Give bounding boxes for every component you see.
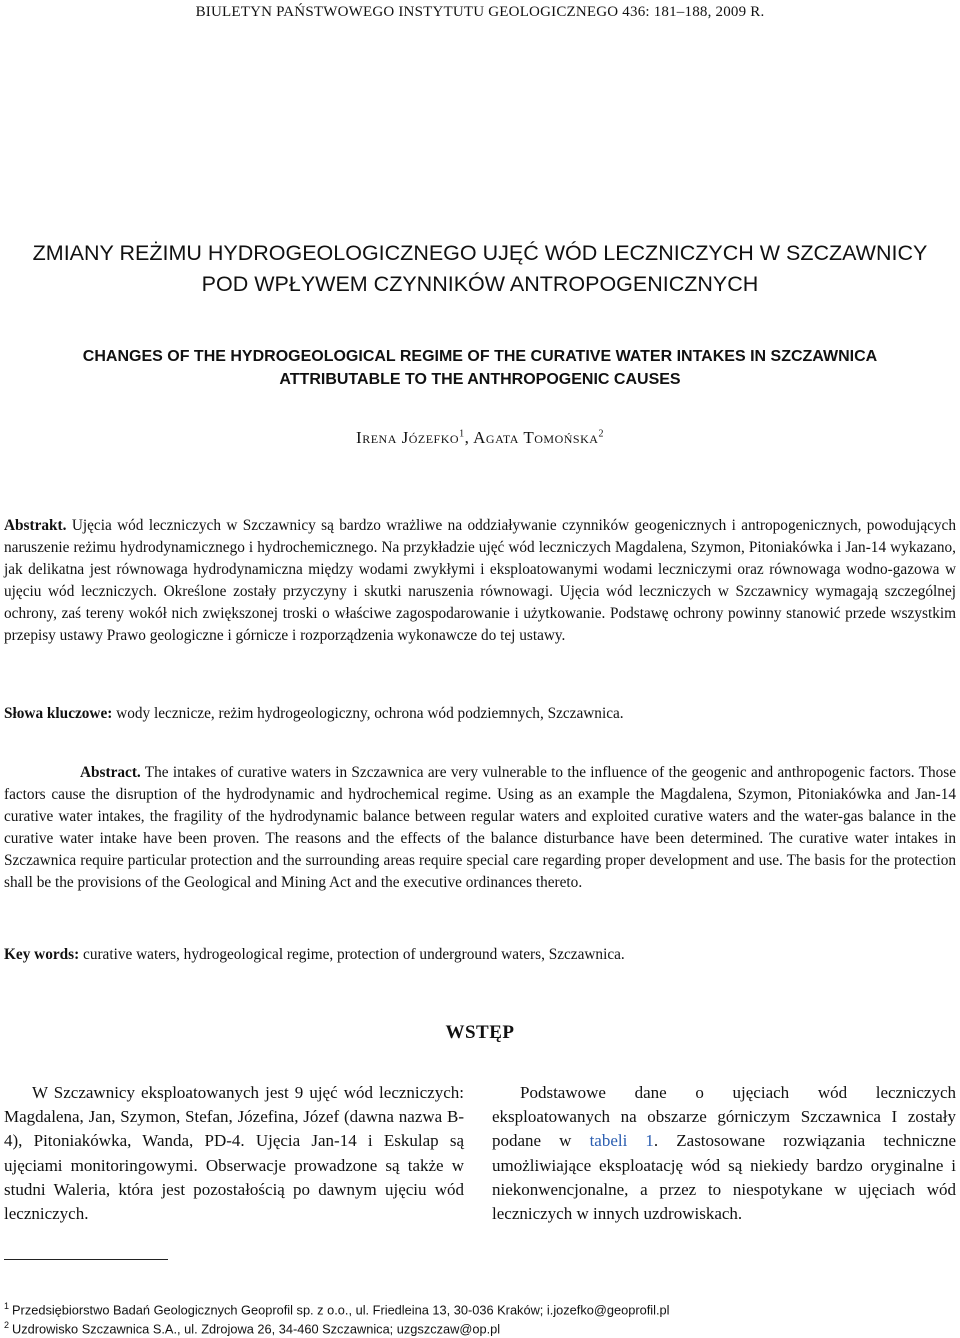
keywords-english-lead: Key words: bbox=[4, 946, 80, 963]
body-column-right bbox=[492, 1081, 956, 1226]
body-right-text-after: . Zastosowane rozwiązania techniczne umożliwiające eksploatację wód są niekiedy bardzo oryginalne i niekonwencjonalne, a przez to niespotykane w ujęciach wód leczniczych w innych uzdrowiskach. bbox=[492, 1131, 956, 1224]
footnote-1-text: Przedsiębiorstwo Badań Geologicznych Geoprofil sp. z o.o., ul. Friedleina 13, 30-036 Kraków; i.jozefko@geoprofil.pl bbox=[12, 1302, 670, 1318]
body-column-left: W Szczawnicy eksploatowanych jest 9 ujęć wód leczniczych: Magdalena, Jan, Szymon, Stefan, Józefina, Józef (dawna nazwa B-4), Pitoniakówka, Wanda, PD-4. Ujęcia Jan-14 i Eskulap są ujęciami monitoringowymi. Obserwacje prowadzone są także w studni Waleria, która jest pozostałością po dawnym ujęciu wód leczniczych. bbox=[4, 1083, 464, 1224]
title-polish bbox=[0, 238, 960, 300]
title-english bbox=[0, 345, 960, 391]
title-english-line-1: CHANGES OF THE HYDROGEOLOGICAL REGIME OF THE CURATIVE WATER INTAKES IN SZCZAWNICA bbox=[82, 348, 878, 365]
abstract-english bbox=[4, 762, 956, 894]
footnote-divider bbox=[4, 1259, 168, 1260]
abstract-polish-text: Ujęcia wód leczniczych w Szczawnicy są bardzo wrażliwe na oddziaływanie czynników geogenicznych i antropogenicznych, powodujących naruszenie reżimu hydrodynamicznego i hydrochemicznego. Na przykładzie ujęć wód leczniczych Magdalena, Szymon, Pitoniakówka i Jan-14 wykazano, jak delikatna jest równowaga hydrodynamiczna między wodami zwykłymi i eksploatowanymi wodami leczniczymi oraz równowaga wodno-gazowa w ujęciu wód leczniczych. Określone zostały przyczyny i skutki naruszenia równowagi. Ujęcia wód leczniczych w Szczawnicy wymagają szczególnej ochrony, zaś tereny wokół nich zwiększonej troski o właściwe zagospodarowanie i użytkowanie. Podstawę ochrony powinny stanowić przede wszystkim przepisy ustawy Prawo geologiczne i górnicze i rozporządzenia wykonawcze do tej ustawy. bbox=[4, 517, 956, 644]
section-heading-wstep: WSTĘP bbox=[445, 1022, 515, 1043]
author-2-affiliation-mark: 2 bbox=[598, 428, 604, 440]
footnote-1-mark: 1 bbox=[4, 1301, 10, 1311]
abstract-english-text: The intakes of curative waters in Szczawnica are very vulnerable to the influence of the geogenic and anthropogenic factors. Those factors cause the disruption of the hydrodynamic and hydrochemical regime. Using as an example the Magdalena, Szymon, Pitoniakówka and Jan-14 curative water intakes, the fragility of the hydrodynamic balance between regular waters and exploited curative waters and the water-gas balance in the curative water intake have been proven. The reasons and the effects of the balance disturbance have been determined. The curative water intakes in Szczawnica require particular protection and the surrounding areas require special care regarding proper development and use. The basis for the protection shall be the provisions of the Geological and Mining Act and the executive ordinances thereto. bbox=[4, 764, 956, 891]
footnote-2-text: Uzdrowisko Szczawnica S.A., ul. Zdrojowa 26, 34-460 Szczawnica; uzgszczaw@op.pl bbox=[12, 1321, 501, 1337]
footnote-2-mark: 2 bbox=[4, 1320, 10, 1330]
keywords-english bbox=[4, 944, 956, 966]
authors bbox=[0, 428, 960, 448]
keywords-polish-text: wody lecznicze, reżim hydrogeologiczny, ochrona wód podziemnych, Szczawnica. bbox=[112, 705, 624, 722]
body-right-text-before: Podstawowe dane o ujęciach wód leczniczych eksploatowanych na obszarze górniczym Szczawnica I zostały podane w bbox=[492, 1083, 956, 1151]
title-english-line-2: ATTRIBUTABLE TO THE ANTHROPOGENIC CAUSES bbox=[279, 371, 681, 388]
author-separator: , bbox=[464, 428, 474, 447]
author-2: Agata Tomońska bbox=[473, 428, 599, 447]
abstract-polish bbox=[4, 515, 956, 647]
keywords-polish-lead: Słowa kluczowe: bbox=[4, 705, 113, 722]
table-1-link[interactable]: tabeli 1 bbox=[589, 1131, 654, 1151]
abstract-english-lead: Abstract. bbox=[80, 764, 141, 781]
running-head: BIULETYN PAŃSTWOWEGO INSTYTUTU GEOLOGICZNEGO 436: 181–188, 2009 R. bbox=[195, 4, 765, 20]
abstract-polish-lead: Abstrakt. bbox=[4, 517, 67, 534]
author-1-affiliation-mark: 1 bbox=[459, 428, 465, 440]
footnote-2 bbox=[4, 1316, 956, 1338]
author-1: Irena Józefko bbox=[356, 428, 460, 447]
title-polish-line-1: ZMIANY REŻIMU HYDROGEOLOGICZNEGO UJĘĆ WÓD LECZNICZYCH W SZCZAWNICY bbox=[32, 241, 928, 265]
title-polish-line-2: POD WPŁYWEM CZYNNIKÓW ANTROPOGENICZNYCH bbox=[201, 272, 759, 296]
keywords-english-text: curative waters, hydrogeological regime, protection of underground waters, Szczawnica. bbox=[79, 946, 625, 963]
keywords-polish bbox=[4, 703, 956, 725]
